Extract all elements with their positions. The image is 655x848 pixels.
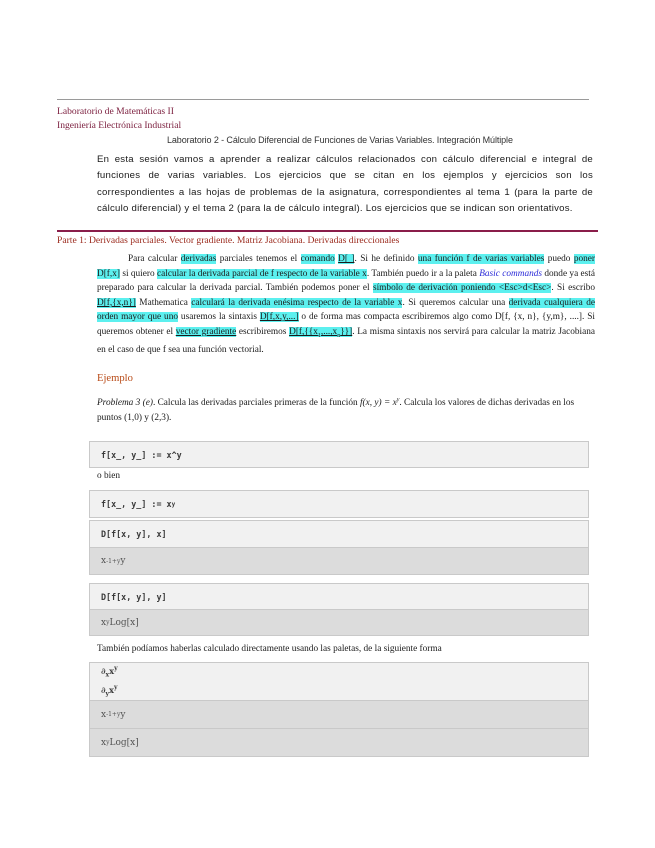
problem-statement: Problema 3 (e). Calcula las derivadas parciales primeras de la función f(x, $y) = x^y$. Calcula los valores de dichas derivadas en los puntos (1,0) y (2,3).: [97, 397, 575, 423]
output-3: x -1+y y: [90, 548, 588, 574]
derivatives-paragraph: Para calcular derivadas parciales tenemos el comando D[ ]. Si he definido una función f de varias variables puedo poner D[f,x] si quiero calcular la derivada parcial de f respecto de la variable x. También puedo ir a la paleta Basic commands donde ya está preparado para calcular la derivada parcial. También podemos poner el símbolo de derivación poniendo <Esc>d<Esc>. Si escribo D[f,{x,n}] Mathematica calculará la derivada enésima respecto de la variable x. Si queremos calcular una derivada cualquiera de orden mayor que uno usaremos la sintaxis D[f,x,y,...] o de forma mas compacta escribiremos algo como D[f, {x, n}, {y,m}, ....]. Si queremos obtener el vector gradiente escribiremos $D[f,\{\{x_1,...,x_n\}\}]$. La misma sintaxis nos servirá para calcular la matriz Jacobiana en el caso de que f sea una función vectorial.: [97, 254, 596, 356]
example-heading: Ejemplo: [97, 373, 133, 384]
partial-x-line: $\partial_xx^y$: [101, 665, 118, 679]
input-output-cell-4[interactable]: [89, 583, 589, 636]
output-5b: x y Log[x]: [90, 729, 588, 756]
input-output-cell-3[interactable]: [89, 520, 589, 575]
input-cell-2[interactable]: [89, 490, 589, 518]
section-rule: [57, 230, 598, 232]
degree-title: Ingeniería Electrónica Industrial: [57, 120, 182, 131]
output-4: x y Log[x]: [90, 610, 588, 635]
partial-y-line: $\partial_yx^y$: [101, 683, 118, 697]
top-rule: [57, 99, 589, 100]
input-code-1[interactable]: f[x_, y_] := x^y: [90, 442, 588, 467]
output-5a: x -1+y y: [90, 701, 588, 729]
input-code-2[interactable]: f[x_, y_] := x y: [90, 491, 588, 517]
input-code-3[interactable]: D[f[x, y], x]: [90, 521, 588, 548]
intro-paragraph: En esta sesión vamos a aprender a realizar cálculos relacionados con cálculo diferencial e integral de funciones de varias variables. Los ejercicios que se citan en los ejemplos y ejercicios son los correspondientes a las hojas de problemas de la asignatura, correspondientes al tema 1 (para la parte de cálculo diferencial) y el tema 2 (para la de cálculo integral). Los ejercicios que se indican son orientativos.: [97, 154, 593, 214]
input-output-cell-5[interactable]: [89, 662, 589, 757]
input-code-4[interactable]: D[f[x, y], y]: [90, 584, 588, 610]
o-bien-text: o bien: [97, 471, 120, 481]
section-title: Parte 1: Derivadas parciales. Vector gradiente. Matriz Jacobiana. Derivadas direccionales: [57, 235, 400, 246]
lab-subtitle: Laboratorio 2 - Cálculo Diferencial de Funciones de Varias Variables. Integración Múltiple: [167, 135, 513, 145]
input-cell-1[interactable]: [89, 441, 589, 468]
course-title: Laboratorio de Matemáticas II: [57, 106, 174, 117]
palette-text: También podíamos haberlas calculado directamente usando las paletas, de la siguiente forma: [97, 644, 442, 654]
input-code-5[interactable]: [90, 663, 588, 701]
